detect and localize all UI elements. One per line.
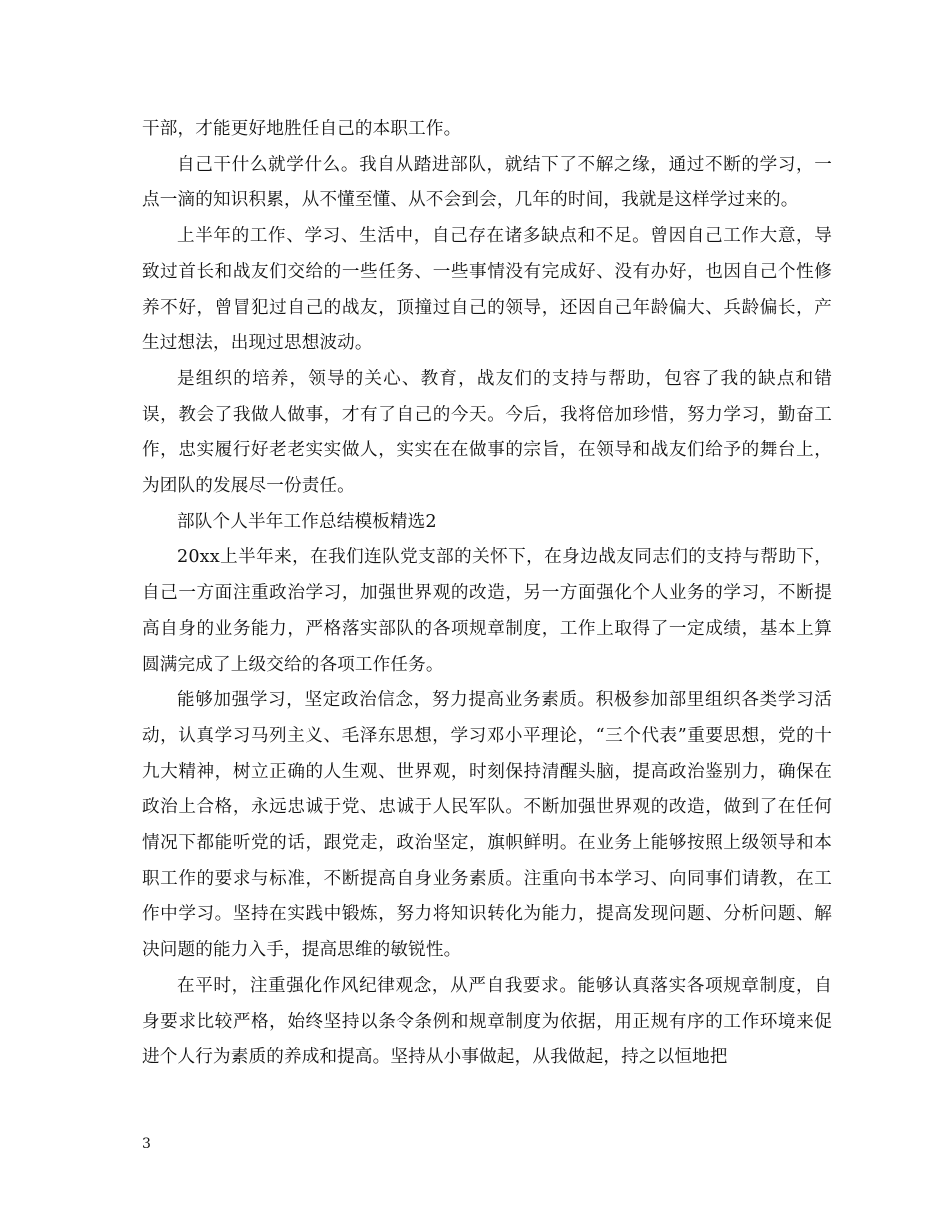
document-body (142, 112, 832, 1076)
paragraph: 上半年的工作、学习、生活中，自己存在诸多缺点和不足。曾因自己工作大意，导致过首长和战友们交给的一些任务、一些事情没有完成好、没有办好，也因自己个性修养不好，曾冒犯过自己的战友，顶撞过自己的领导，还因自己年龄偏大、兵龄偏长，产生过想法，出现过思想波动。 (142, 226, 832, 354)
page-number: 3 (142, 1136, 151, 1152)
paragraph: 在平时，注重强化作风纪律观念，从严自我要求。能够认真落实各项规章制度，自身要求比较严格，始终坚持以条令条例和规章制度为依据，用正规有序的工作环境来促进个人行为素质的养成和提高。坚持从小事做起，从我做起，持之以恒地把 (142, 975, 832, 1068)
paragraph: 能够加强学习，坚定政治信念，努力提高业务素质。积极参加部里组织各类学习活动，认真学习马列主义、毛泽东思想，学习邓小平理论，“三个代表”重要思想，党的十九大精神，树立正确的人生观、世界观，时刻保持清醒头脑，提高政治鉴别力，确保在政治上合格，永远忠诚于党、忠诚于人民军队。不断加强世界观的改造，做到了在任何情况下都能听党的话，跟党走，政治坚定，旗帜鲜明。在业务上能够按照上级领导和本职工作的要求与标准，不断提高自身业务素质。注重向书本学习、向同事们请教，在工作中学习。坚持在实践中锻炼，努力将知识转化为能力，提高发现问题、分析问题、解决问题的能力入手，提高思维的敏锐性。 (142, 690, 832, 961)
section-heading: 部队个人半年工作总结模板精选2 (177, 511, 437, 532)
paragraph: 自己干什么就学什么。我自从踏进部队，就结下了不解之缘，通过不断的学习，一点一滴的知识积累，从不懂至懂、从不会到会，几年的时间，我就是这样学过来的。 (142, 154, 832, 211)
paragraph: 是组织的培养，领导的关心、教育，战友们的支持与帮助，包容了我的缺点和错误，教会了我做人做事，才有了自己的今天。今后，我将倍加珍惜，努力学习，勤奋工作，忠实履行好老老实实做人，实实在在做事的宗旨，在领导和战友们给予的舞台上，为团队的发展尽一份责任。 (142, 368, 832, 497)
paragraph: 20xx上半年来，在我们连队党支部的关怀下，在身边战友同志们的支持与帮助下，自己一方面注重政治学习，加强世界观的改造，另一方面强化个人业务的学习，不断提高自身的业务能力，严格落实部队的各项规章制度，工作上取得了一定成绩，基本上算圆满完成了上级交给的各项工作任务。 (142, 547, 832, 675)
paragraph: 干部，才能更好地胜任自己的本职工作。 (142, 119, 462, 139)
